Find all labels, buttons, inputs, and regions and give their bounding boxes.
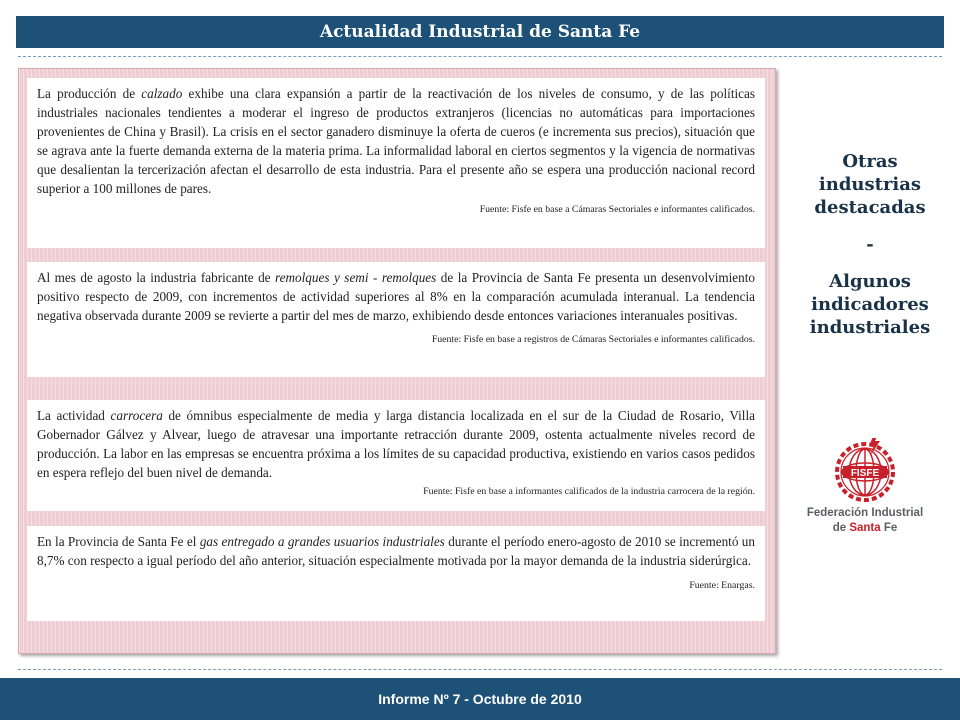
card-source: Fuente: Fisfe en base a registros de Cámaras Sectoriales e informantes calificados.: [431, 334, 755, 345]
footer-text: Informe Nº 7 - Octubre de 2010: [378, 691, 582, 707]
bottom-divider: [18, 669, 942, 670]
footer-bar: [0, 678, 960, 720]
card-source: Fuente: Fisfe en base a informantes calificados de la industria carrocera de la región.: [423, 486, 755, 497]
card-remolques: [27, 262, 765, 377]
svg-text:Federación Industrial: Federación Industrial: [806, 507, 924, 519]
side-headings: [790, 150, 950, 339]
content-panel: [18, 68, 776, 654]
side-separator: -: [866, 234, 874, 255]
header-bar: [16, 16, 944, 48]
card-text: La actividad carrocera de ómnibus especialmente de media y larga distancia localizada en el sur de la Ciudad de Rosario, Villa Gobernador Gálvez y Alvear, luego de atravesar una importante retracción durante 2009, ostenta actualmente niveles record de producción. La labor en las empresas se encuentra próxima a los límites de su capacidad productiva, existiendo en varios casos pedidos en espera reflejo del buen nivel de demanda.: [37, 408, 755, 480]
card-source: Fuente: Fisfe en base a Cámaras Sectoriales e informantes calificados.: [479, 204, 755, 215]
fisfe-logo: [800, 438, 930, 558]
top-divider: [18, 56, 942, 57]
side-heading-indicadores: Algunos indicadores industriales: [809, 271, 931, 338]
svg-text:de Santa Fe: de Santa Fe: [832, 522, 898, 534]
card-gas: [27, 526, 765, 621]
svg-text:FISFE: FISFE: [850, 468, 880, 479]
side-heading-otras-industrias: Otras industrias destacadas: [814, 151, 926, 218]
card-text: Al mes de agosto la industria fabricante de remolques y semi - remolques de la Provincia de Santa Fe presenta un desenvolvimiento positivo respecto de 2009, con incrementos de actividad superiores al 8% en la comparación acumulada interanual. La tendencia negativa observada durante 2009 se revierte a partir del mes de marzo, exhibiendo desde entonces variaciones interanuales positivas.: [37, 270, 755, 323]
card-source: Fuente: Enargas.: [689, 580, 755, 591]
card-text: La producción de calzado exhibe una clara expansión a partir de la reactivación de los niveles de consumo, y de las políticas industriales nacionales tendientes a moderar el ingreso de productos extranjeros (licencias no automáticas para importaciones provenientes de China y Brasil). La crisis en el sector ganadero disminuye la oferta de cueros (e incrementa sus precios), situación que se agrava ante la fuerte demanda externa de la materia prima. La informalidad laboral en ciertos segmentos y la vigencia de normativas que desalientan la tercerización afectan el desarrollo de esta industria. Para el presente año se espera una producción nacional record superior a 100 millones de pares.: [37, 86, 755, 196]
page-title: Actualidad Industrial de Santa Fe: [319, 22, 641, 42]
card-carrocera: [27, 400, 765, 511]
fisfe-emblem-icon: [800, 438, 930, 558]
card-calzado: [27, 78, 765, 248]
card-text: En la Provincia de Santa Fe el gas entregado a grandes usuarios industriales durante el período enero-agosto de 2010 se incrementó un 8,7% con respecto a igual período del año anterior, situación especialmente motivada por la mayor demanda de la industria siderúrgica.: [37, 534, 755, 568]
